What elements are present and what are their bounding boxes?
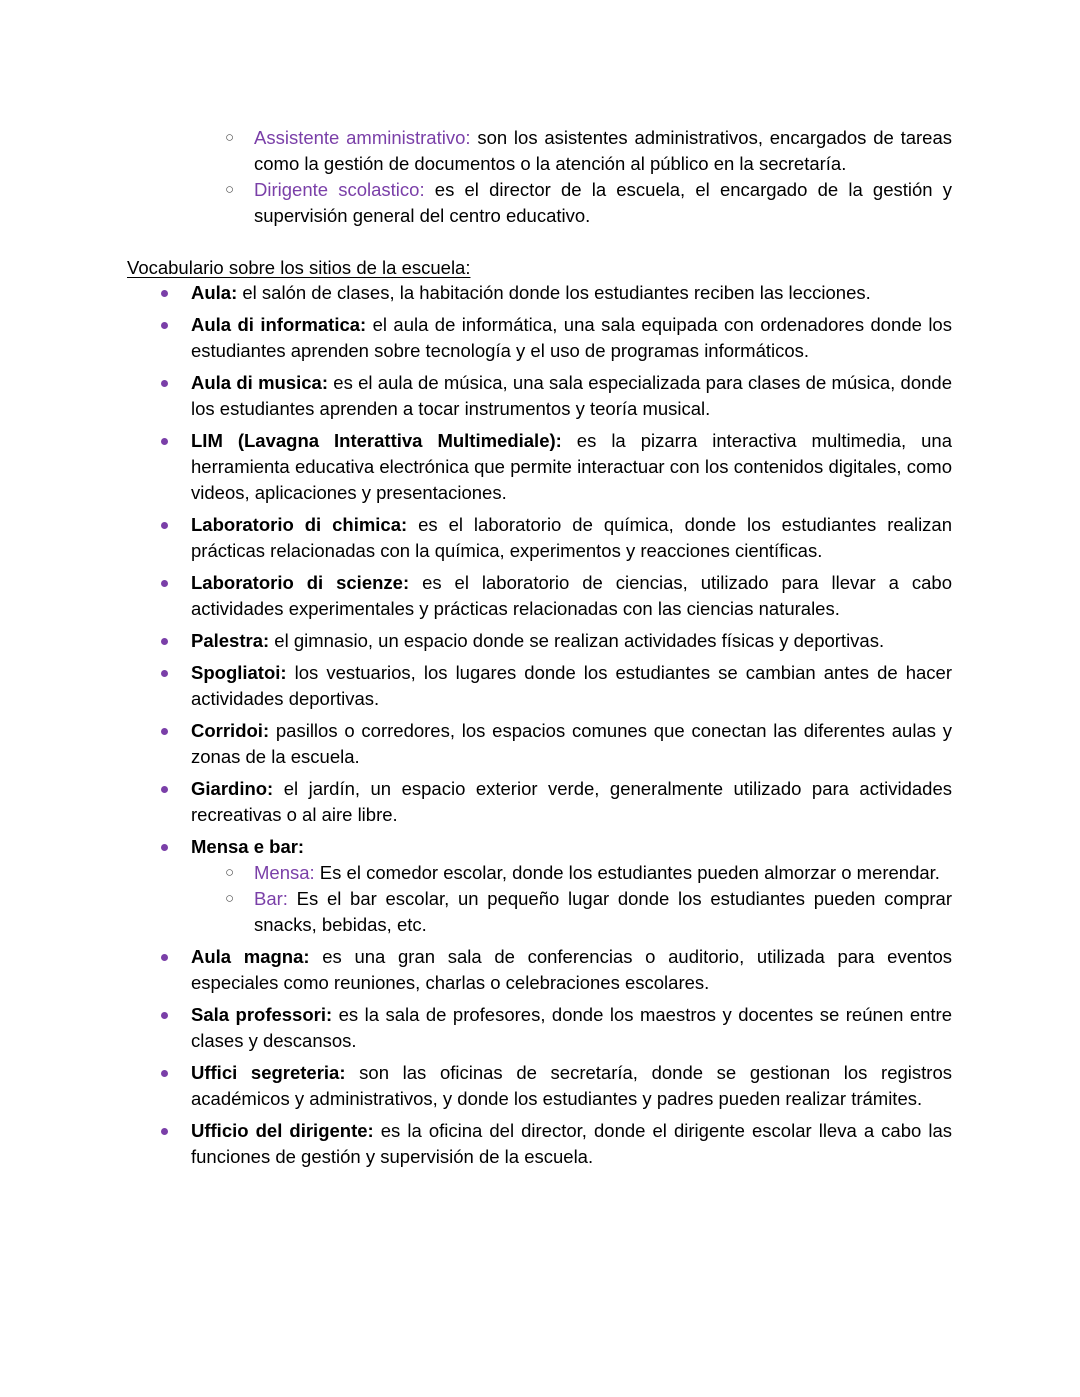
item-text: pasillos o corredores, los espacios comunes que conectan las diferentes aulas y zonas de la escuela. <box>191 720 952 767</box>
bullet-dot-icon <box>161 580 168 587</box>
list-item-mensa-e-bar <box>0 834 952 938</box>
item-term: Sala professori: <box>191 1004 333 1025</box>
item-text: es el aula de música, una sala especializada para clases de música, donde los estudiantes aprenden a tocar instrumentos y teoría musical. <box>191 372 952 419</box>
sub-term: Assistente amministrativo: <box>254 127 471 148</box>
item-text: es la pizarra interactiva multimedia, una herramienta educativa electrónica que permite interactuar con los contenidos digitales, como videos, aplicaciones y presentaciones. <box>191 430 952 503</box>
bullet-dot-icon <box>161 954 168 961</box>
list-item <box>0 512 952 564</box>
bullet-dot-icon <box>161 522 168 529</box>
hollow-circle-bullet-icon: ○ <box>224 864 235 881</box>
sub-text: es el director de la escuela, el encargado de la gestión y supervisión general del centro educativo. <box>254 179 952 226</box>
item-term: LIM (Lavagna Interattiva Multimediale): <box>191 430 562 451</box>
item-term: Spogliatoi: <box>191 662 287 683</box>
item-text: el salón de clases, la habitación donde los estudiantes reciben las lecciones. <box>237 282 871 303</box>
bullet-dot-icon <box>161 1128 168 1135</box>
item-text: es la sala de profesores, donde los maestros y docentes se reúnen entre clases y descansos. <box>191 1004 952 1051</box>
item-term: Corridoi: <box>191 720 270 741</box>
item-text: es el laboratorio de química, donde los estudiantes realizan prácticas relacionadas con la química, experimentos y reacciones científicas. <box>191 514 953 561</box>
bullet-dot-icon <box>161 322 168 329</box>
sub-item-mensa <box>191 860 952 886</box>
list-item <box>0 280 952 306</box>
bullet-dot-icon <box>161 728 168 735</box>
item-term: Aula di musica: <box>191 372 329 393</box>
list-item <box>0 628 952 654</box>
item-term: Palestra: <box>191 630 270 651</box>
list-item <box>0 1118 952 1170</box>
list-item <box>0 370 952 422</box>
bullet-dot-icon <box>161 670 168 677</box>
list-item <box>0 1060 952 1112</box>
item-term: Laboratorio di chimica: <box>191 514 408 535</box>
sub-text: Es el comedor escolar, donde los estudiantes pueden almorzar o merendar. <box>314 862 940 883</box>
list-item <box>0 428 952 506</box>
sub-term: Bar: <box>254 888 288 909</box>
item-text: el aula de informática, una sala equipada con ordenadores donde los estudiantes aprenden sobre tecnología y el uso de programas informáticos. <box>191 314 952 361</box>
bullet-dot-icon <box>161 638 168 645</box>
sub-item-dirigente <box>0 177 952 229</box>
item-term: Giardino: <box>191 778 274 799</box>
item-term: Uffici segreteria: <box>191 1062 346 1083</box>
list-item <box>0 776 952 828</box>
sub-item-bar <box>191 886 952 938</box>
sub-term: Dirigente scolastico: <box>254 179 425 200</box>
item-term: Ufficio del dirigente: <box>191 1120 374 1141</box>
hollow-circle-bullet-icon: ○ <box>224 129 235 146</box>
section-heading: Vocabulario sobre los sitios de la escuela: <box>127 257 471 278</box>
bullet-dot-icon <box>161 786 168 793</box>
item-text: es el laboratorio de ciencias, utilizado para llevar a cabo actividades experimentales y prácticas relacionadas con las ciencias naturales. <box>191 572 952 619</box>
list-item <box>0 570 952 622</box>
bullet-dot-icon <box>161 438 168 445</box>
item-text: es una gran sala de conferencias o auditorio, utilizada para eventos especiales como reuniones, charlas o celebraciones escolares. <box>191 946 952 993</box>
list-item <box>0 660 952 712</box>
list-item <box>0 1002 952 1054</box>
item-text: el jardín, un espacio exterior verde, generalmente utilizado para actividades recreativas o al aire libre. <box>191 778 952 825</box>
item-term: Aula magna: <box>191 946 310 967</box>
bullet-dot-icon <box>161 844 168 851</box>
item-term: Aula: <box>191 282 238 303</box>
hollow-circle-bullet-icon: ○ <box>224 181 235 198</box>
bullet-dot-icon <box>161 380 168 387</box>
list-item <box>0 312 952 364</box>
item-term: Mensa e bar: <box>191 836 305 857</box>
bullet-dot-icon <box>161 1070 168 1077</box>
item-text: el gimnasio, un espacio donde se realizan actividades físicas y deportivas. <box>269 630 885 651</box>
sub-term: Mensa: <box>254 862 315 883</box>
bullet-dot-icon <box>161 290 168 297</box>
bullet-dot-icon <box>161 1012 168 1019</box>
item-text: son las oficinas de secretaría, donde se gestionan los registros académicos y administrativos, y donde los estudiantes y padres pueden realizar trámites. <box>191 1062 952 1109</box>
sub-text: Es el bar escolar, un pequeño lugar donde los estudiantes pueden comprar snacks, bebidas, etc. <box>254 888 952 935</box>
item-term: Aula di informatica: <box>191 314 367 335</box>
list-item <box>0 718 952 770</box>
hollow-circle-bullet-icon: ○ <box>224 890 235 907</box>
sub-item-assistente <box>0 125 952 177</box>
item-term: Laboratorio di scienze: <box>191 572 410 593</box>
nested-sublist <box>191 860 952 938</box>
list-item <box>0 944 952 996</box>
sub-text: son los asistentes administrativos, encargados de tareas como la gestión de documentos o la atención al público en la secretaría. <box>254 127 952 174</box>
item-text: es la oficina del director, donde el dirigente escolar lleva a cabo las funciones de gestión y supervisión de la escuela. <box>191 1120 953 1167</box>
item-text: los vestuarios, los lugares donde los estudiantes se cambian antes de hacer actividades deportivas. <box>191 662 952 709</box>
top-sublist <box>0 125 1080 229</box>
vocabulary-list <box>0 280 1080 1176</box>
